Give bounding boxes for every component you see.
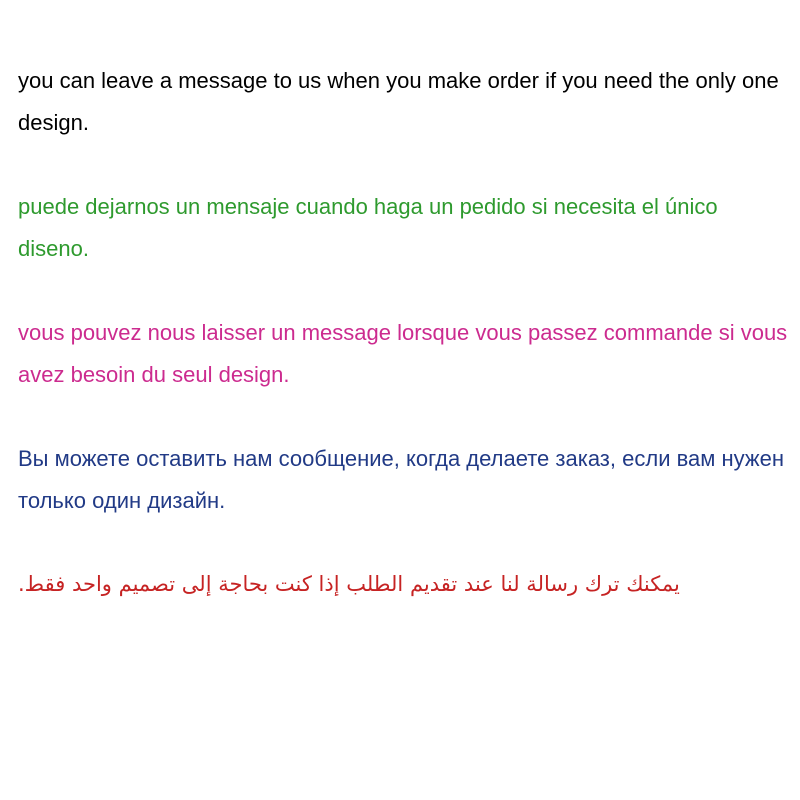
arabic-message: يمكنك ترك رسالة لنا عند تقديم الطلب إذا كنت بحاجة إلى تصميم واحد فقط. — [18, 572, 680, 596]
english-message: you can leave a message to us when you make order if you need the only one design. — [18, 68, 779, 135]
spanish-message: puede dejarnos un mensaje cuando haga un pedido si necesita el único diseno. — [18, 194, 718, 261]
french-message: vous pouvez nous laisser un message lorsque vous passez commande si vous avez besoin du seul design. — [18, 320, 788, 387]
russian-message: Вы можете оставить нам сообщение, когда делаете заказ, если вам нужен только один дизайн. — [18, 446, 785, 513]
